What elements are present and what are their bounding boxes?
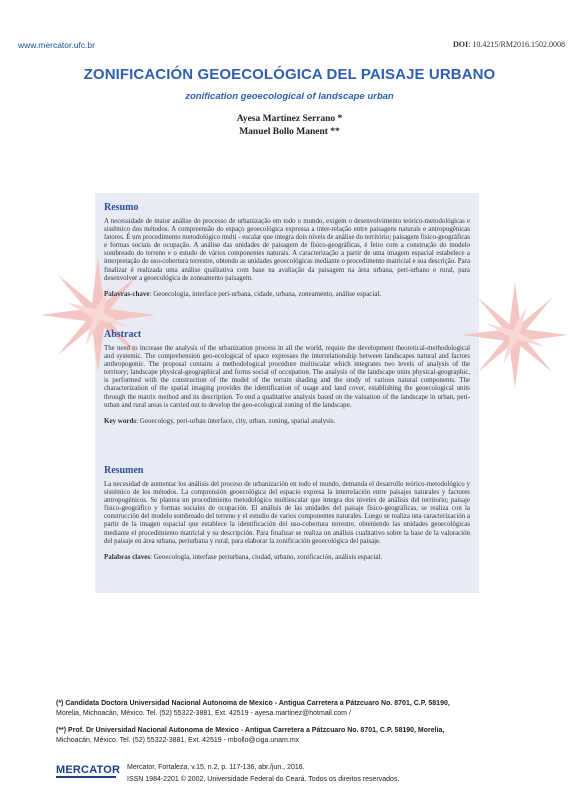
journal-url[interactable]: www.mercator.ufc.br	[18, 40, 95, 50]
citation-line-2: ISSN 1984-2201 © 2002, Universidade Federal do Ceará. Todos os direitos reservados.	[127, 776, 400, 783]
abstract-heading: Abstract	[104, 329, 142, 340]
footnote-1-line-2: Morelia, Michoacán, México. Tel. (52) 55322-3881, Ext. 42519 - ayesa.martinez@hotmail.com /	[56, 709, 351, 717]
footnote-1	[56, 699, 526, 718]
resumo-heading: Resumo	[104, 202, 139, 213]
resumo-keywords	[104, 290, 470, 298]
resumo-kw-text: : Geoecologia, interface peri-urbana, cidade, urbana, zoneamento, análise espacial.	[149, 289, 382, 298]
abstract-kw-text: : Geoecology, peri-urban interface, city, urban, zoning, spatial analysis.	[136, 416, 336, 425]
footnote-1-bold: (*) Candidata Doctora Universidad Nacional Autonoma de Mexico - Antigua Carretera a Pátzcuaro No. 8701, C.P. 58190,	[56, 700, 450, 707]
abstract-keywords	[104, 417, 470, 425]
abstract-section	[104, 329, 470, 425]
footnote-2-bold: (**) Prof. Dr Universidad Nacional Autonoma de Mexico - Antigua Carretera a Pátzcuaro No. 8701, C.P. 58190, Morelia,	[56, 727, 445, 734]
resumen-kw-label: Palabras claves	[104, 552, 151, 561]
mercator-logo: MERCATOR	[56, 764, 121, 776]
abstract-kw-label: Key words	[104, 416, 137, 425]
author-2: Manuel Bollo Manent **	[239, 127, 340, 137]
doi	[453, 40, 565, 49]
paper-title: ZONIFICACIÓN GEOECOLÓGICA DEL PAISAJE URBANO	[83, 66, 496, 83]
doi-value: : 10.4215/RM2016.1502.0008	[468, 40, 565, 49]
footnote-2	[56, 726, 526, 745]
resumo-kw-label: Palavras-chave	[104, 289, 150, 298]
footnote-1-line-1	[56, 699, 526, 709]
resumen-keywords	[104, 553, 470, 561]
footnote-2-line-1	[56, 726, 526, 736]
footnote-2-line-2: Michoacán, México. Tel. (52) 55322-3881, Ext. 42519 - mbollo@ciga.unam.mx	[56, 736, 300, 744]
resumo-body: A necessidade de maior análise do processo de urbanização em todo o mundo, exigem o desenvolvimento teórico-metodológicas e sistêmico dos métodos. A compreensão do espaço geoecológica expressa a inter-relação entre paisagens naturais e antropogênicas fatores. É um procedimento metodológico multi - escalar que integra dois níveis de análise do território; paisagem físico-geográficas e formas sociais de ocupação. A análise das unidades de paisagem de físico-geográficas, é feito com a construção do modelo sombreado do terreno e o estudo de vários componentes naturais. A caracterização a partir de uma imagem espacial estabelece a interpretação do uso-cobertura terrestre, obtendo as unidades geoecológicas mediante o procedimento matricial e sua descrição. Para finalizar é realizada uma análise qualitativa com base na avaliação da paisagem na área urbana, peri-urbano e rural, para desenvolver a geoecológica de zoneamento paisagem.	[104, 218, 470, 282]
resumen-kw-text: : Geoecología, interfase periurbana, ciudad, urbano, zonificación, análisis espacial.	[150, 552, 383, 561]
author-1: Ayesa Martínez Serrano *	[236, 114, 343, 124]
resumen-section	[104, 465, 470, 561]
abstract-body: The need to increase the analysis of the urbanization process in all the world, require the development theoretical-methodological and systemic. The comprehension geo-ecological of space expresses the interrelationship between landscapes natural and factors anthropogenic. The proposal contains a methodological procedure multiscalar which integrates two levels of analysis of the territory; landscape physical-geographical and forms social of occupation. The analysis of the landscape units physical-geographic, is performed with the construction of the model of the terrain shading and the study of various natural components. The characterization of the spatial imaging provides the identification of usage and land cover, establishing the geoecological units through the matrix method and its description. To end a qualitative analysis based on the valuation of the landscape in urban, peri-urban and rural areas is carried out to develop the geo-ecological zoning of the landscape.	[104, 345, 470, 409]
logo-underline	[56, 776, 116, 778]
resumen-body: La necesidad de aumentar los análisis del proceso de urbanización en todo el mundo, demanda el desarrollo teórico-metodológico y sistémico de los métodos. La comprensión geoecológica del espacio expresa la interrelación entre paisajes naturales y factores antropogénicos. Se plantea un procedimiento metodológico multiescalar que integra dos niveles de análisis del territorio; paisaje físico-geográfico y formas sociales de ocupación. El análisis de las unidades del paisaje físico-geográficas, se realiza con la construcción del modelo sombreado del terreno y el estudio de varios componentes naturales. Luego se realiza una caracterización a partir de la imagen espacial que establece la identificación del uso-cobertura terrestre, obteniendo las unidades geoecológicas mediante el procedimiento matricial y su descripción. Para finalizar se realiza un análisis cualitativo sobre la base de la valoración del paisaje en área urbana, periurbana y rural, para elaborar la zonificación geoecológica del paisaje.	[104, 481, 470, 545]
citation-line-1: Mercator, Fortaleza, v.15, n.2, p. 117-136, abr./jun., 2016.	[127, 764, 305, 771]
resumen-heading: Resumen	[104, 465, 144, 476]
doi-label: DOI	[452, 40, 469, 49]
compass-rose-right-icon	[460, 280, 570, 390]
paper-subtitle: zonification geoecological of landscape urban	[185, 91, 394, 102]
resumo-section	[104, 202, 470, 298]
